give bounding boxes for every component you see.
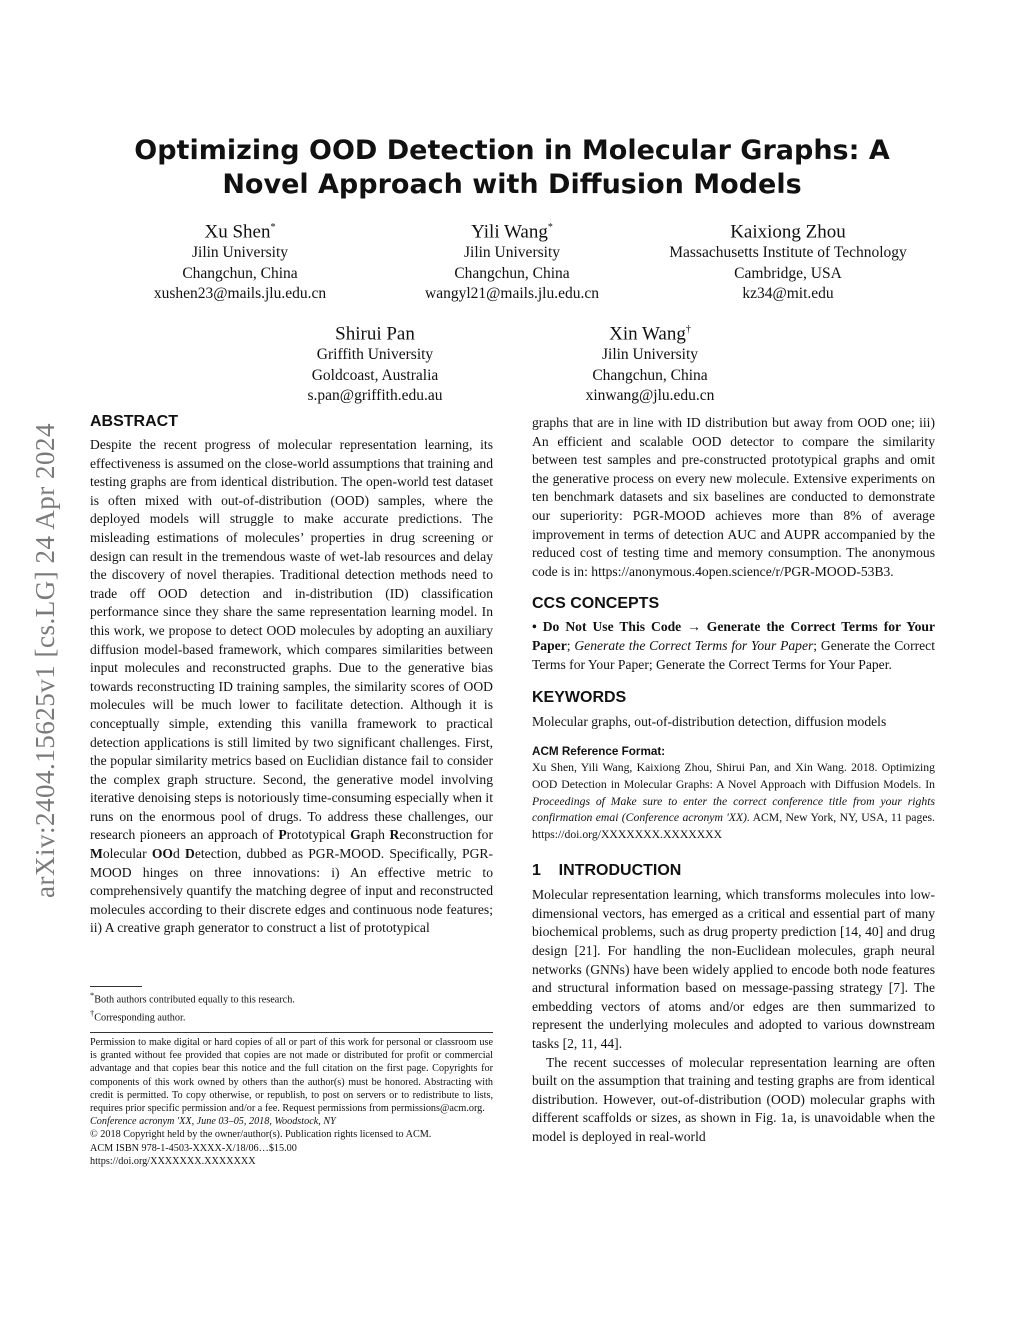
left-column (90, 412, 493, 938)
author-block (255, 318, 495, 407)
intro-heading: 1 INTRODUCTION (532, 862, 682, 880)
author-block (120, 216, 360, 305)
author-block (392, 216, 632, 305)
acm-reference-heading: ACM Reference Format: (532, 744, 666, 758)
author-affiliation: Jilin University (191, 244, 288, 262)
intro-paragraph-1: Molecular representation learning, which transforms molecules into low-dimensional vectors, has emerged as a critical and essential part of many biochemical problems, such as drug property prediction [14, 40] and drug design [21]. For handling the non-Euclidean molecules, graph neural networks (GNNs) have been widely applied to encode both node features and structural information based on message-passing strategy [7]. The embedding vectors of atoms and/or edges are then summarized to represent the underlying molecules and adopted to various downstream tasks [2, 11, 44]. (532, 887, 935, 1052)
ccs-heading: CCS CONCEPTS (532, 595, 660, 613)
author-email: s.pan@griffith.edu.au (307, 387, 443, 405)
abstract-continuation: graphs that are in line with ID distribution but away from OOD one; iii) An efficient and scalable OOD detector to compare the similarity between test samples and pre-constructed prototypical graphs and omit the generative process on every new molecule. Extensive experiments on ten benchmark datasets and six baselines are conducted to demonstrate our superiority: PGR-MOOD achieves more than 8% of average improvement in terms of detection AUC and AUPR accompanied by the reduced cost of testing time and memory consumption. The anonymous code is in: https://anonymous.4open.science/r/PGR-MOOD-53B3. (532, 415, 935, 579)
acm-reference-text: Xu Shen, Yili Wang, Kaixiong Zhou, Shirui Pan, and Xin Wang. 2018. Optimizing OOD Detection in Molecular Graphs: A Novel Approach with Diffusion Models. In Proceedings of Make sure to enter the correct conference title from your rights confirmation emai (Conference acronym 'XX). ACM, New York, NY, USA, 11 pages. https://doi.org/XXXXXXX.XXXXXXX (532, 761, 935, 841)
permission-rule (90, 1032, 493, 1033)
permission-text: Permission to make digital or hard copies of all or part of this work for personal or classroom use is granted without fee provided that copies are not made or distributed for profit or commercial advantage and that copies bear this notice and the full citation on the first page. Copyrights for components of this work owned by others than the author(s) must be honored. Abstracting with credit is permitted. To copy otherwise, or republish, to post on servers or to redistribute to lists, requires prior specific permission and/or a fee. Request permissions from permissions@acm.org. (90, 1037, 493, 1115)
keywords-heading: KEYWORDS (532, 689, 627, 707)
ccs-text: • Do Not Use This Code → Generate the Correct Terms for Your Paper; Generate the Correct Terms for Your Paper; Generate the Correct Terms for Your Paper; Generate the Correct Terms for Your Paper. (532, 619, 935, 672)
right-column (532, 414, 935, 1147)
author-location: Changchun, China (454, 264, 570, 282)
footnote-corresponding: †Corresponding author. (90, 1007, 186, 1023)
abstract-text: Despite the recent progress of molecular representation learning, its effectiveness is assumed on the close-world assumptions that training and testing graphs are from identical distribution. The open-world test dataset is often mixed with out-of-distribution (OOD) samples, where the deployed models will struggle to make accurate predictions. The misleading estimations of molecules’ properties in drug screening or design can result in the tremendous waste of wet-lab resources and delay the discovery of novel therapies. Traditional detection methods need to trade off OOD detection and in-distribution (ID) classification performance since they share the same representation learning model. In this work, we propose to detect OOD molecules by adopting an auxiliary diffusion model-based framework, which compares similarities between input molecules and reconstructed graphs. Due to the generative bias towards reconstructing ID training samples, the similarity scores of OOD molecules will be much lower to facilitate detection. Although it is conceptually simple, extending this vanilla framework to practical detection applications is still limited by two significant challenges. First, the popular similarity metrics based on Euclidian distance fail to consider the complex graph structure. Second, the generative model involving iterative denoising steps is notoriously time-consuming especially when it runs on the enormous pool of drugs. To address these challenges, our research pioneers an approach of Prototypical Graph Reconstruction for Molecular OOd Detection, dubbed as PGR-MOOD. Specifically, PGR-MOOD hinges on three innovations: i) An effective metric to comprehensively quantify the matching degree of input and reconstructed molecules according to their discrete edges and continuous node features; ii) A creative graph generator to construct a list of prototypical (90, 437, 493, 936)
author-name: Xin Wang (609, 323, 686, 345)
footnotes (90, 989, 493, 1024)
author-email: xushen23@mails.jlu.edu.cn (153, 285, 327, 303)
footnote-rule (90, 986, 142, 987)
copyright-line: © 2018 Copyright held by the owner/author(s). Publication rights licensed to ACM. (90, 1129, 432, 1141)
conference-line: Conference acronym 'XX, June 03–05, 2018, Woodstock, NY (90, 1116, 336, 1128)
isbn-line: ACM ISBN 978-1-4503-XXXX-X/18/06…$15.00 (90, 1142, 297, 1154)
intro-paragraph-2: The recent successes of molecular representation learning are often built on the assumption that training and testing graphs are from identical distribution. However, out-of-distribution (OOD) molecular graphs with different scaffolds or sizes, as shown in Fig. 1a, is unavoidable when the model is deployed in real-world (532, 1054, 935, 1144)
keywords-text: Molecular graphs, out-of-distribution detection, diffusion models (532, 714, 887, 730)
corresponding-mark: † (685, 324, 691, 335)
author-name: Kaixiong Zhou (730, 221, 846, 243)
author-location: Cambridge, USA (734, 264, 842, 282)
arxiv-stamp: arXiv:2404.15625v1 [cs.LG] 24 Apr 2024 (29, 422, 60, 898)
equal-contribution-mark: * (270, 222, 276, 233)
doi-line: https://doi.org/XXXXXXX.XXXXXXX (90, 1155, 256, 1167)
author-email: wangyl21@mails.jlu.edu.cn (425, 285, 599, 303)
acm-reference (532, 744, 935, 844)
author-location: Changchun, China (182, 264, 298, 282)
author-name: Yili Wang (471, 221, 548, 243)
author-email: xinwang@jlu.edu.cn (585, 387, 715, 405)
abstract-heading: ABSTRACT (90, 413, 178, 430)
author-affiliation: Jilin University (601, 346, 698, 364)
author-name: Xu Shen (204, 221, 271, 243)
author-affiliation: Griffith University (316, 346, 434, 364)
author-block (648, 216, 928, 305)
author-location: Changchun, China (592, 366, 708, 384)
author-affiliation: Jilin University (463, 244, 560, 262)
author-affiliation: Massachusetts Institute of Technology (669, 244, 907, 262)
author-block (530, 318, 770, 407)
author-email: kz34@mit.edu (742, 285, 834, 303)
author-location: Goldcoast, Australia (311, 366, 439, 384)
equal-contribution-mark: * (547, 222, 553, 233)
author-name: Shirui Pan (335, 323, 415, 345)
paper-title: Optimizing OOD Detection in Molecular Graphs: A Novel Approach with Diffusion Models (134, 135, 890, 200)
footnote-equal: *Both authors contributed equally to this research. (90, 990, 295, 1006)
permission-block (90, 1036, 493, 1168)
